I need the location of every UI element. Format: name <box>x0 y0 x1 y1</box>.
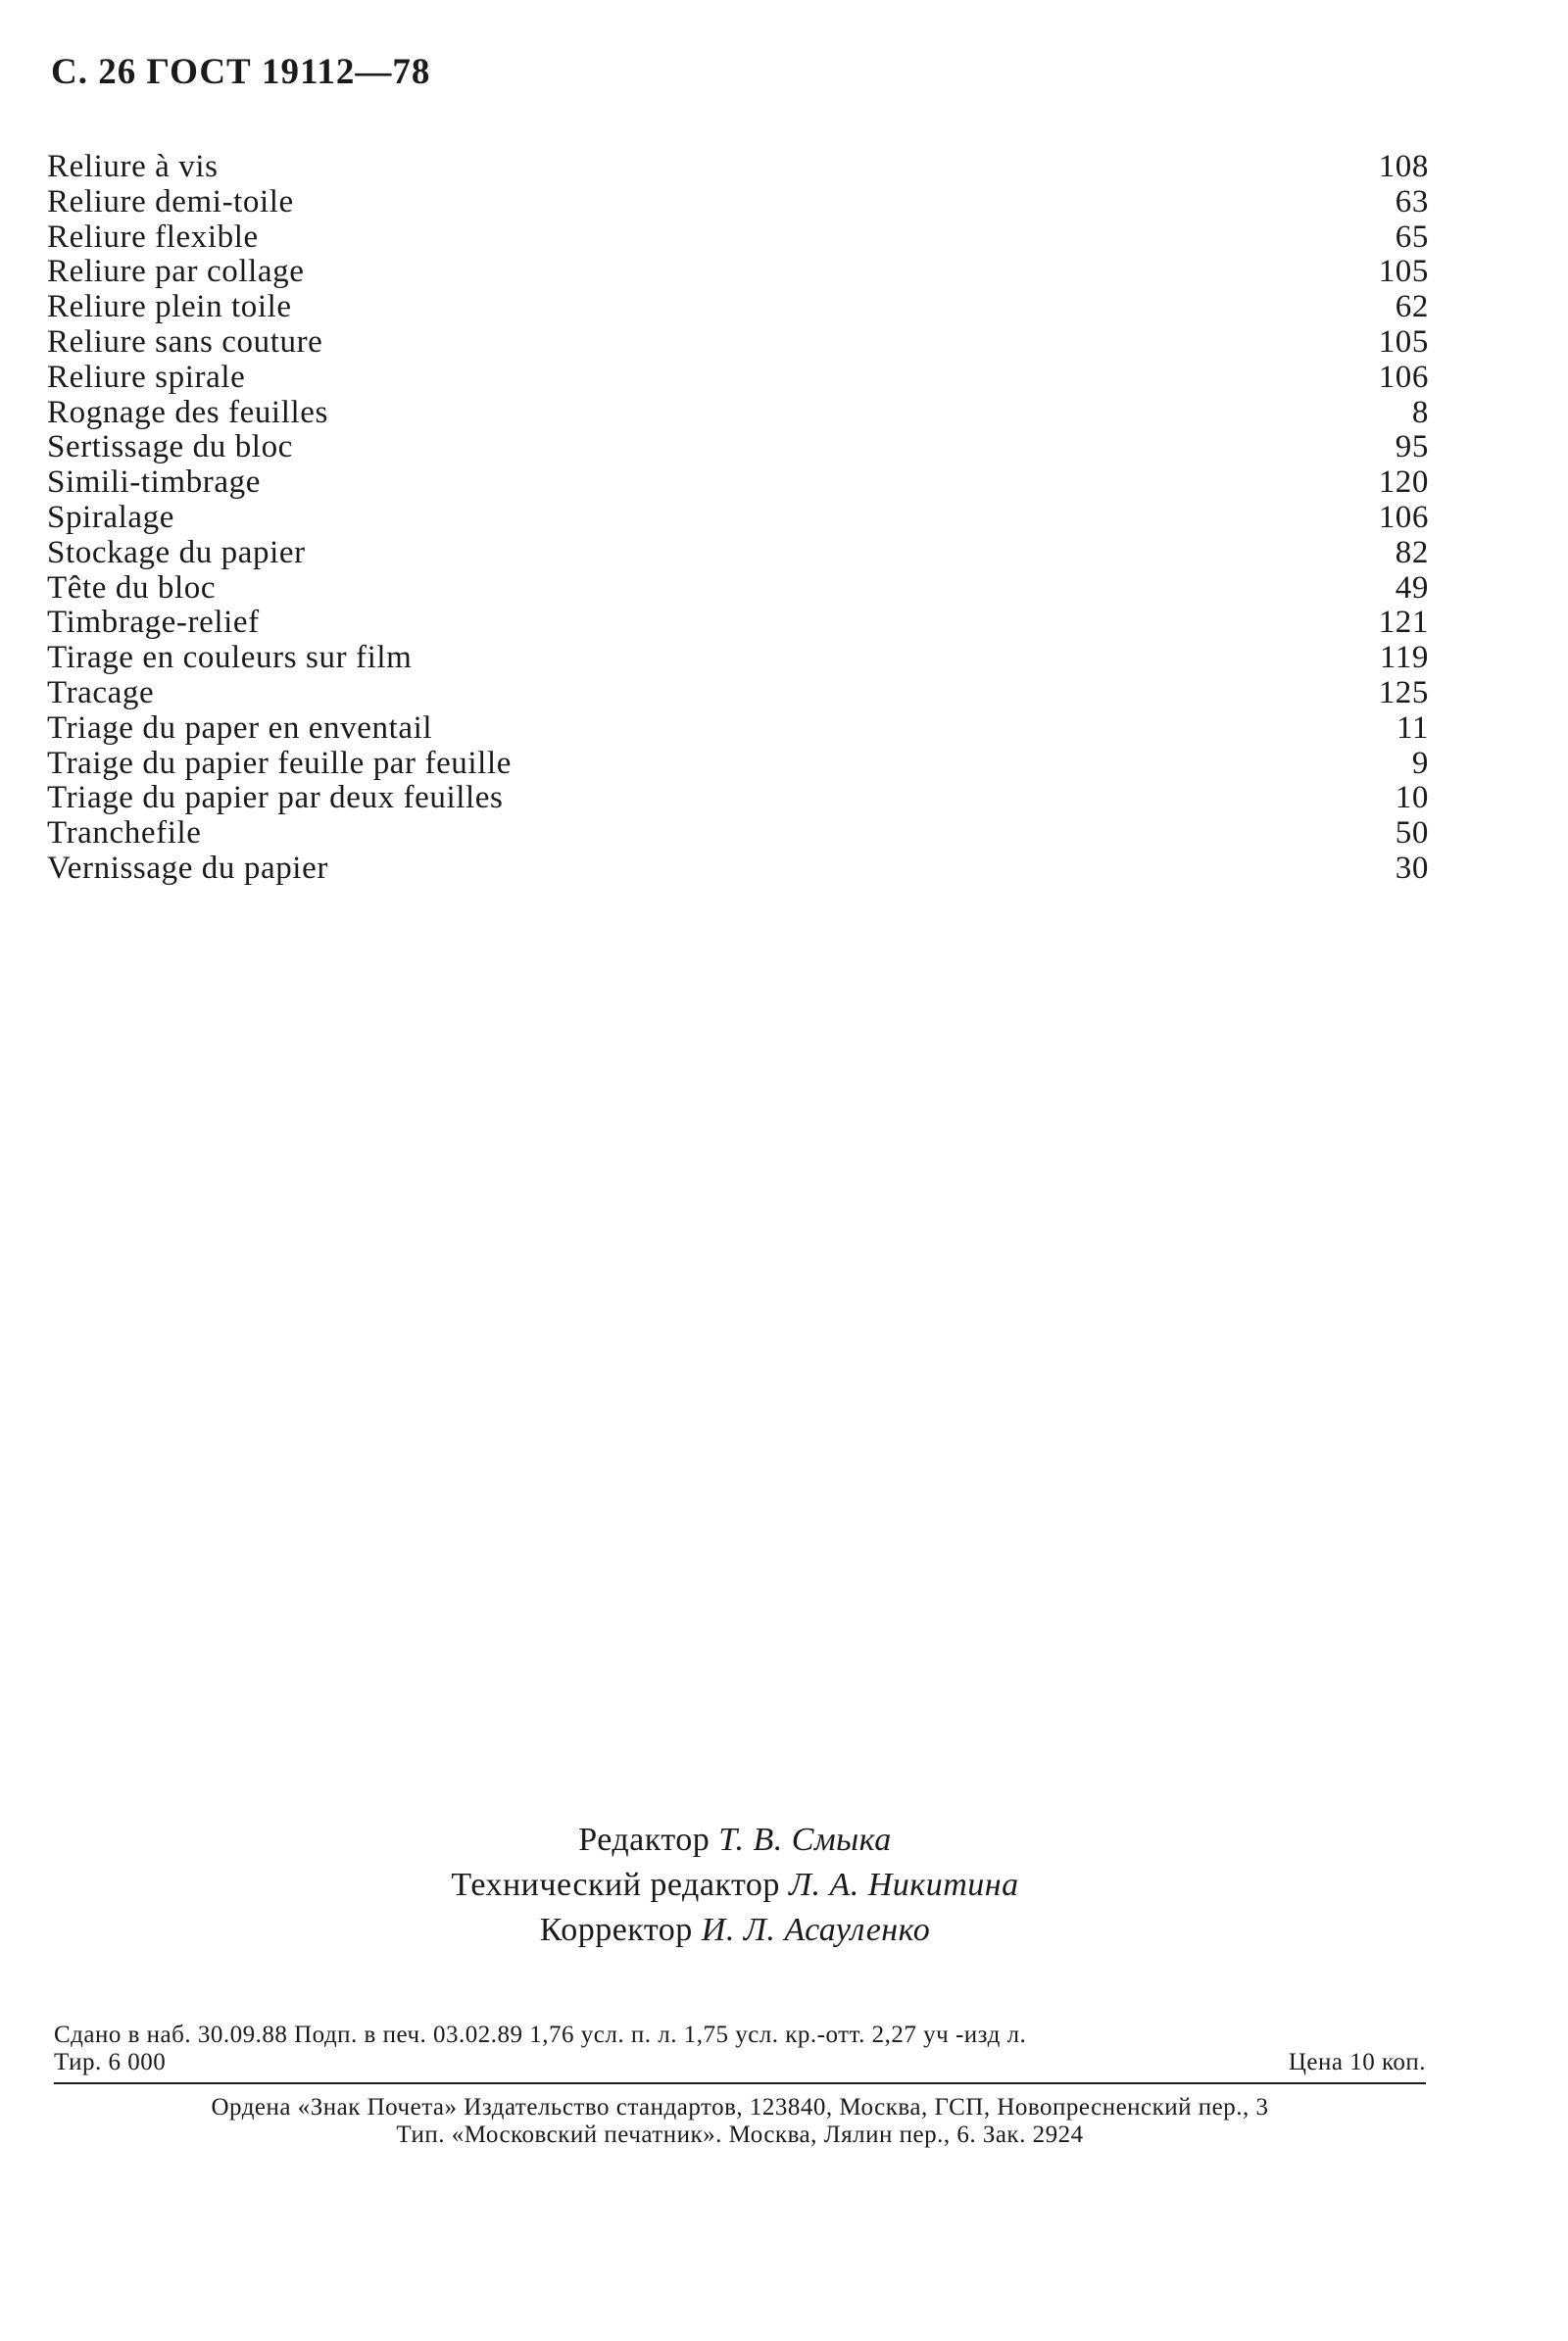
index-page-number: 82 <box>1395 534 1429 570</box>
index-page-number: 121 <box>1378 605 1429 641</box>
index-page-number: 125 <box>1378 674 1429 710</box>
index-row <box>47 185 1429 220</box>
index-page-number: 106 <box>1378 359 1429 395</box>
index-term: Vernissage du papier <box>47 850 328 886</box>
index-term: Tracage <box>47 674 155 710</box>
imprint-printer: Тип. «Московский печатник». Москва, Лялин пер., 6. Зак. 2924 <box>396 2122 1084 2148</box>
index-list <box>47 150 1429 887</box>
proofreader-name: И. Л. Асауленко <box>701 1912 931 1948</box>
index-row <box>47 325 1429 361</box>
index-term: Triage du papier par deux feuilles <box>47 780 504 816</box>
index-term: Timbrage-relief <box>47 605 260 641</box>
editor-name: Т. В. Смыка <box>718 1822 892 1858</box>
editor-role: Редактор <box>578 1822 710 1858</box>
imprint-circulation: Тир. 6 000 <box>54 2049 167 2075</box>
index-row <box>47 781 1429 816</box>
index-row <box>47 501 1429 536</box>
proofreader-line <box>0 1908 1470 1953</box>
index-term: Reliure sans couture <box>47 323 323 360</box>
index-row <box>47 676 1429 711</box>
index-term: Tête du bloc <box>47 569 217 606</box>
index-term: Reliure flexible <box>47 219 259 255</box>
index-row <box>47 290 1429 325</box>
tech-editor-name: Л. А. Никитина <box>788 1867 1019 1903</box>
index-page-number: 49 <box>1395 569 1429 606</box>
index-page-number: 9 <box>1411 745 1429 781</box>
index-row <box>47 711 1429 747</box>
index-term: Spiralage <box>47 499 175 535</box>
index-row <box>47 641 1429 676</box>
index-page-number: 30 <box>1395 850 1429 886</box>
imprint-dates: Сдано в наб. 30.09.88 Подп. в печ. 03.02.89 1,76 усл. п. л. 1,75 усл. кр.-отт. 2,27 уч -изд л. <box>54 2022 1027 2048</box>
index-page-number: 50 <box>1395 815 1429 852</box>
index-page-number: 106 <box>1378 499 1429 535</box>
index-term: Sertissage du bloc <box>47 429 293 465</box>
index-term: Reliure plein toile <box>47 289 292 325</box>
index-page-number: 95 <box>1395 429 1429 465</box>
imprint-block <box>54 2022 1426 2149</box>
index-row <box>47 255 1429 290</box>
index-page-number: 8 <box>1411 394 1429 430</box>
tech-editor-line <box>0 1863 1470 1908</box>
index-page-number: 10 <box>1395 780 1429 816</box>
index-term: Tirage en couleurs sur film <box>47 640 413 676</box>
index-term: Reliure à vis <box>47 149 219 184</box>
index-row <box>47 361 1429 396</box>
index-row <box>47 536 1429 571</box>
index-term: Reliure par collage <box>47 254 305 290</box>
index-row <box>47 747 1429 782</box>
index-page-number: 62 <box>1395 289 1429 325</box>
editor-line <box>0 1818 1470 1863</box>
index-page-number: 105 <box>1378 323 1429 360</box>
index-term: Reliure spirale <box>47 359 246 395</box>
page-header <box>51 51 430 93</box>
index-page-number: 108 <box>1378 149 1429 184</box>
index-term: Traige du papier feuille par feuille <box>47 745 512 781</box>
index-row <box>47 396 1429 431</box>
index-term: Reliure demi-toile <box>47 183 294 219</box>
index-row <box>47 606 1429 641</box>
index-row <box>47 816 1429 852</box>
index-row <box>47 220 1429 256</box>
index-page-number: 63 <box>1395 183 1429 219</box>
index-term: Rognage des feuilles <box>47 394 328 430</box>
index-page-number: 11 <box>1396 709 1429 746</box>
index-term: Triage du paper en enventail <box>47 709 433 746</box>
page-title: С. 26 ГОСТ 19112—78 <box>51 52 431 92</box>
tech-editor-role: Технический редактор <box>451 1867 780 1903</box>
imprint-row <box>54 2049 1426 2076</box>
index-page-number: 105 <box>1378 254 1429 290</box>
index-row <box>47 852 1429 887</box>
index-term: Stockage du papier <box>47 534 306 570</box>
imprint-divider <box>54 2082 1426 2084</box>
credits-block <box>0 1818 1470 1953</box>
index-row <box>47 465 1429 501</box>
index-term: Tranchefile <box>47 815 202 852</box>
index-row <box>47 430 1429 465</box>
proofreader-role: Корректор <box>539 1912 693 1948</box>
index-page-number: 65 <box>1395 219 1429 255</box>
index-page-number: 119 <box>1379 640 1429 676</box>
index-page-number: 120 <box>1378 464 1429 501</box>
imprint-publisher: Ордена «Знак Почета» Издательство стандартов, 123840, Москва, ГСП, Новопресненский пер., 3 <box>211 2094 1269 2121</box>
index-row <box>47 571 1429 607</box>
index-row <box>47 150 1429 185</box>
index-term: Simili-timbrage <box>47 464 261 501</box>
imprint-price: Цена 10 коп. <box>1288 2049 1426 2075</box>
